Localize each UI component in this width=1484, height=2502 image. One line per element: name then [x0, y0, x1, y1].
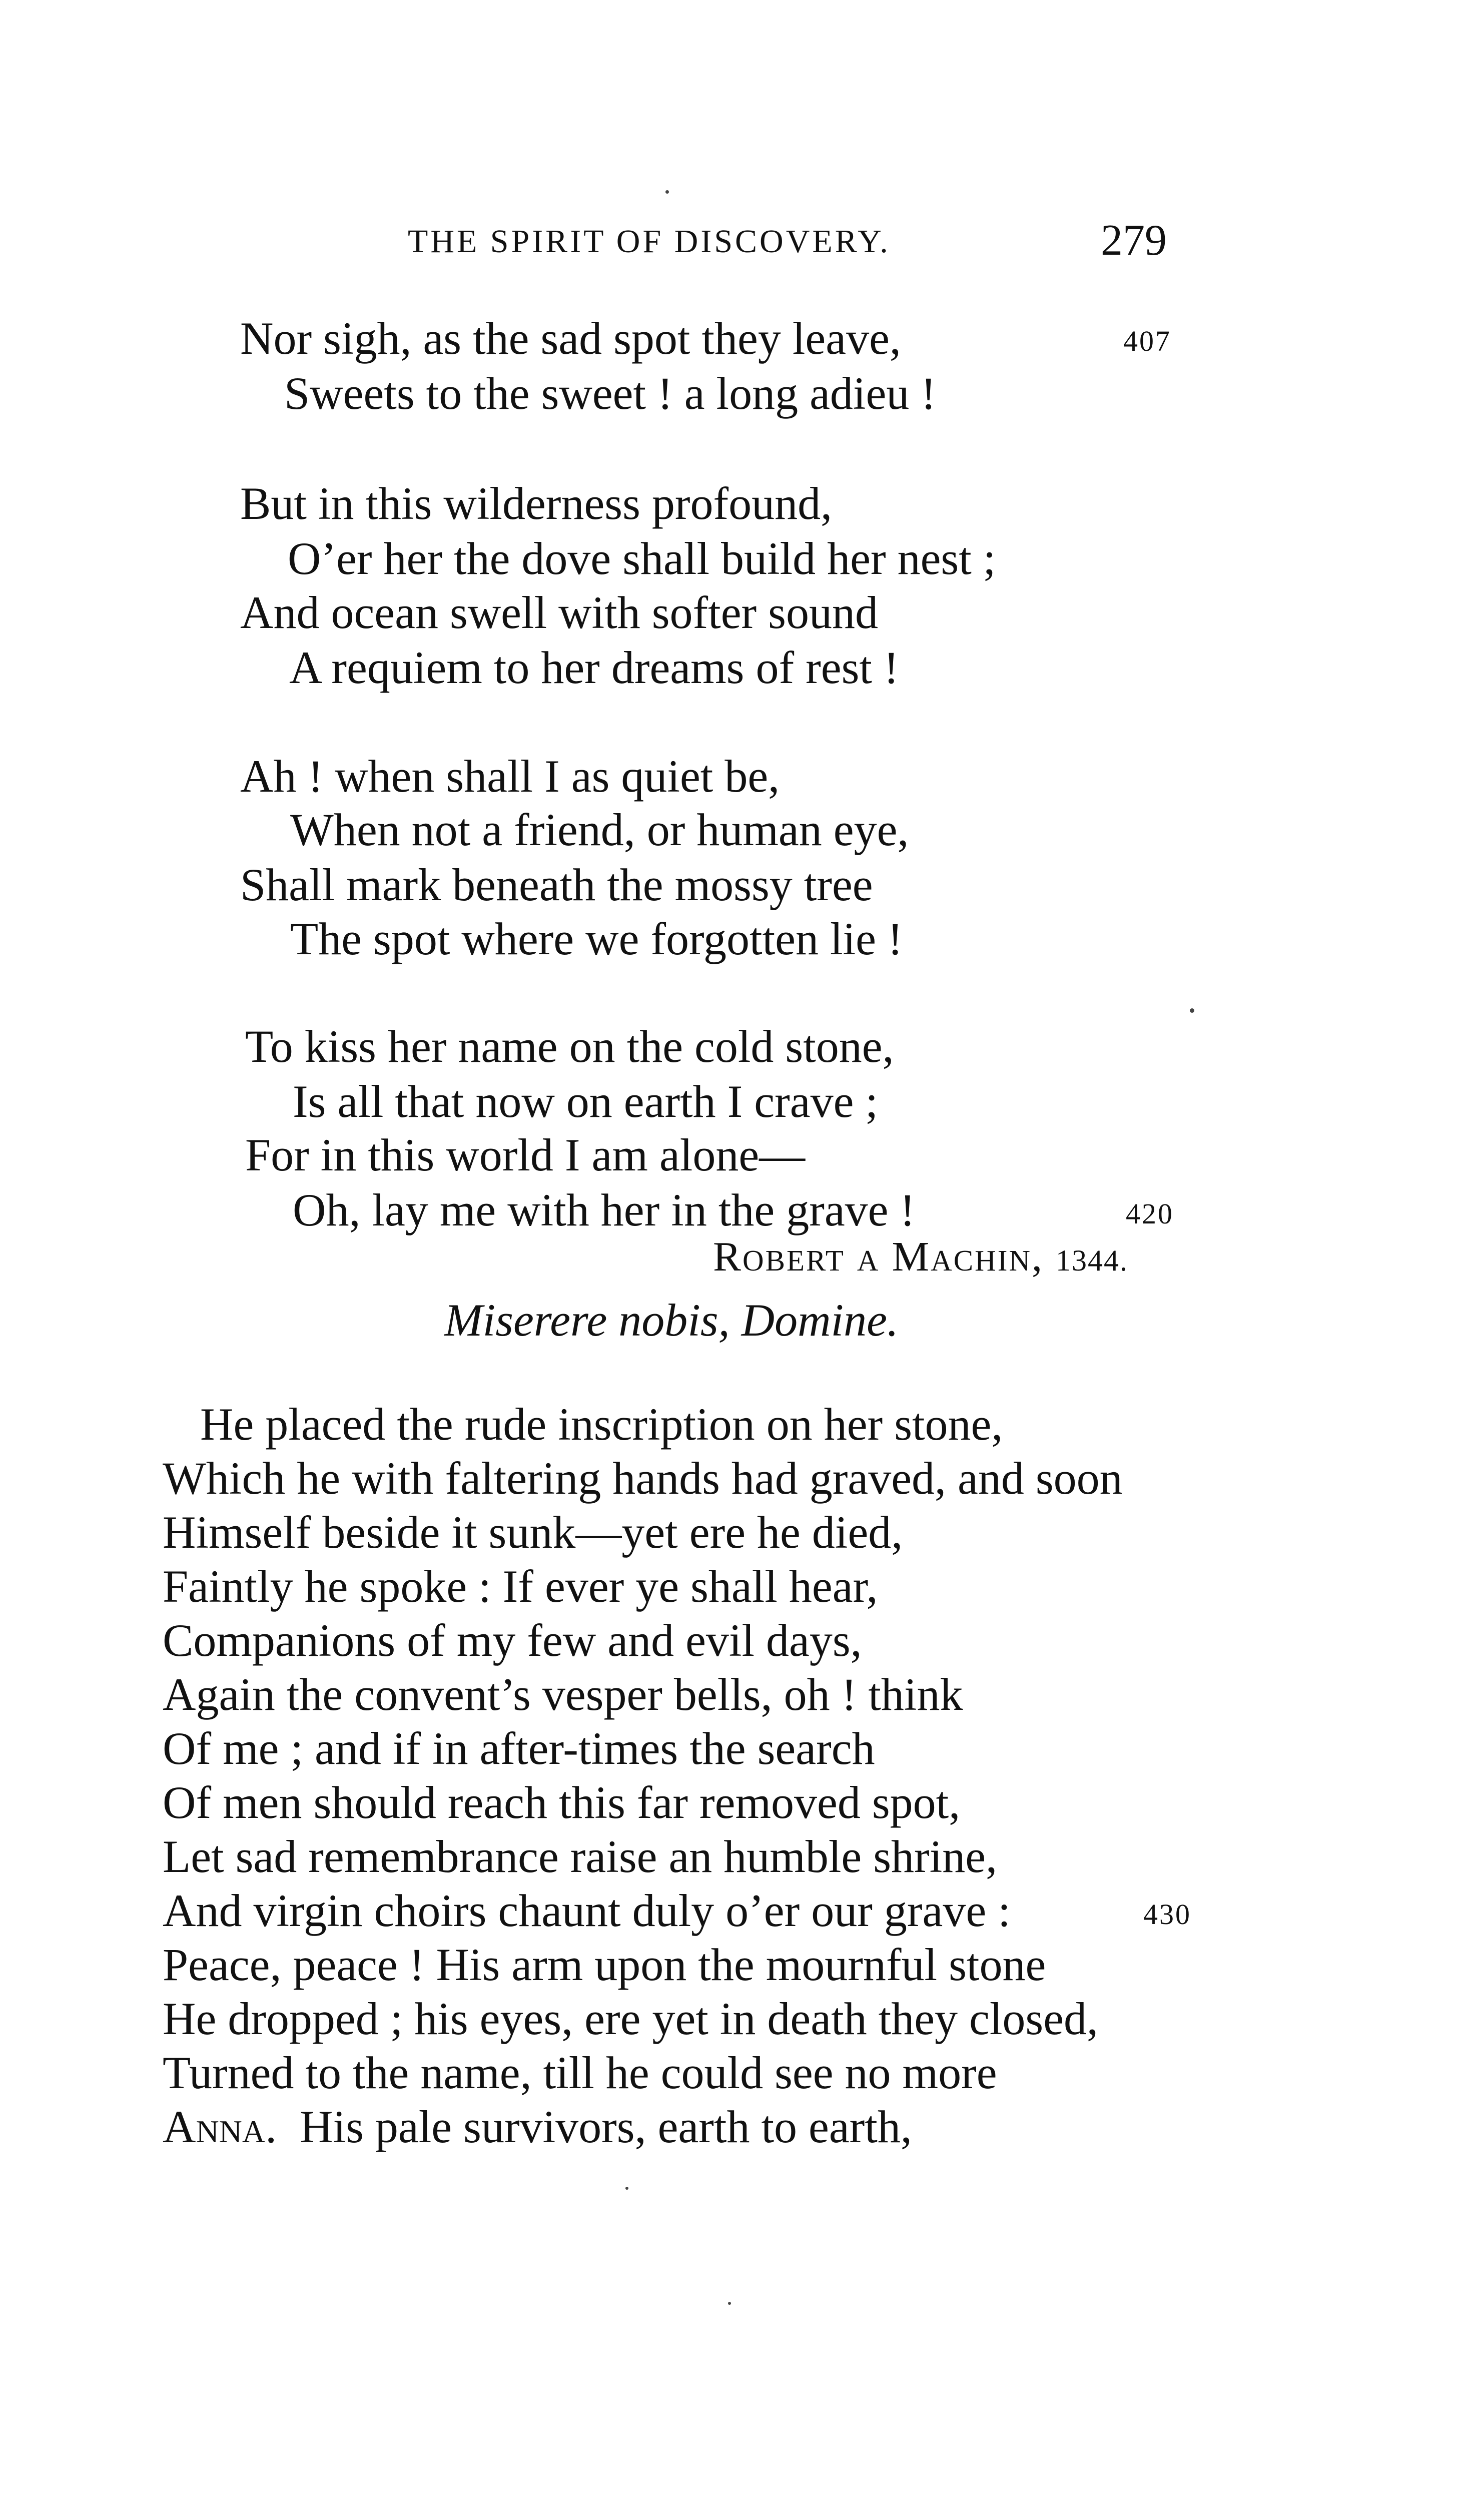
narrative-line: Companions of my few and evil days, [163, 1615, 862, 1666]
poem-line: O’er her the dove shall build her nest ; [288, 533, 996, 584]
attribution-name: Robert a Machin, [713, 1233, 1044, 1280]
poem-line: Oh, lay me with her in the grave ! [293, 1184, 916, 1235]
narrative-line: He dropped ; his eyes, ere yet in death they closed, [163, 1993, 1099, 2044]
name-anna: Anna. [163, 2101, 277, 2152]
poem-line: Sweets to the sweet ! a long adieu ! [284, 368, 936, 419]
narrative-line: Turned to the name, till he could see no more [163, 2047, 997, 2098]
scan-speck [665, 190, 669, 194]
narrative-line-last [163, 2101, 912, 2152]
narrative-line: Again the convent’s vesper bells, oh ! think [163, 1669, 963, 1720]
poem-attribution [713, 1232, 1128, 1281]
poem-line: Shall mark beneath the mossy tree [240, 859, 873, 910]
running-title: THE SPIRIT OF DISCOVERY. [408, 223, 891, 260]
narrative-line: Faintly he spoke : If ever ye shall hear, [163, 1561, 878, 1612]
poem-line: And ocean swell with softer sound [240, 587, 878, 638]
poem-line: To kiss her name on the cold stone, [245, 1021, 894, 1072]
narrative-line: Of me ; and if in after-times the search [163, 1723, 875, 1774]
poem-line: Ah ! when shall I as quiet be, [240, 751, 780, 802]
narrative-line: Of men should reach this far removed spot, [163, 1777, 961, 1828]
line-number: 407 [1123, 325, 1171, 357]
scan-speck [625, 2187, 628, 2190]
scan-speck [728, 2302, 731, 2305]
page-number: 279 [1101, 216, 1167, 265]
poem-line: Is all that now on earth I crave ; [293, 1076, 878, 1127]
narrative-line: Peace, peace ! His arm upon the mournful stone [163, 1939, 1046, 1990]
poem-line: But in this wilderness profound, [240, 478, 833, 529]
poem-line: The spot where we forgotten lie ! [290, 913, 903, 964]
poem-motto: Miserere nobis, Domine. [444, 1295, 899, 1346]
narrative-line: Himself beside it sunk—yet ere he died, [163, 1507, 903, 1558]
narrative-line: He placed the rude inscription on her stone, [200, 1399, 1003, 1450]
narrative-line: And virgin choirs chaunt duly o’er our grave : [163, 1885, 1011, 1936]
poem-line: For in this world I am alone— [245, 1129, 806, 1180]
narrative-line-rest: His pale survivors, earth to earth, [300, 2101, 912, 2152]
narrative-line: Which he with faltering hands had graved, and soon [163, 1453, 1123, 1504]
line-number: 430 [1143, 1898, 1191, 1931]
poem-line: When not a friend, or human eye, [290, 804, 909, 855]
poem-line: Nor sigh, as the sad spot they leave, [240, 313, 901, 364]
attribution-year: 1344. [1056, 1244, 1128, 1277]
narrative-line: Let sad remembrance raise an humble shrine, [163, 1831, 998, 1882]
scan-speck [1190, 1008, 1194, 1013]
line-number: 420 [1126, 1197, 1174, 1230]
poem-line: A requiem to her dreams of rest ! [289, 642, 899, 693]
